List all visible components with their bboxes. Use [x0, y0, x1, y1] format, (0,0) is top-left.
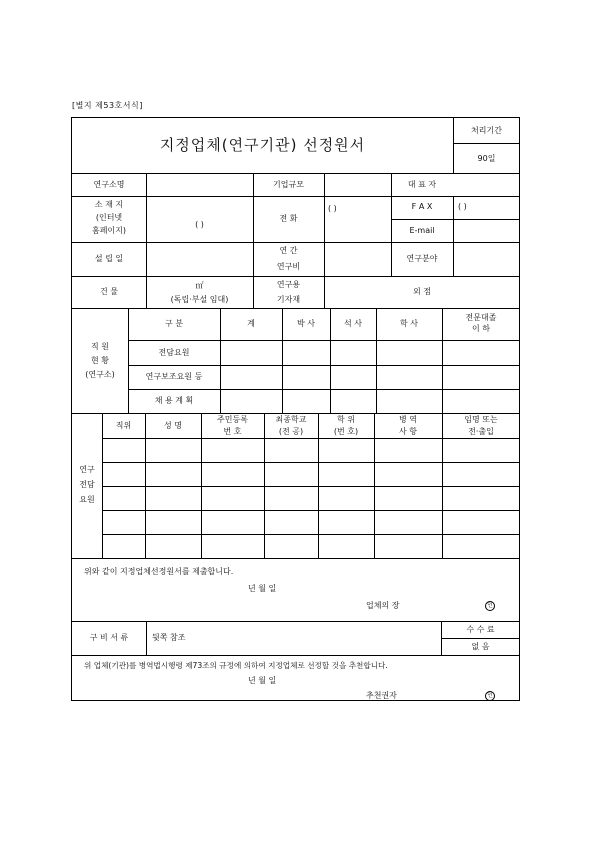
recommend-statement: 위 업체(기관)를 병역법시행령 제73조의 규정에 의하여 지정업체로 선정할 것을 추천합니다.: [84, 661, 388, 670]
staff-side-label-3: (연구소): [85, 370, 115, 379]
recommend-signer: 추천권자: [366, 691, 397, 700]
rd-cost-field[interactable]: [327, 246, 387, 272]
address-label: 소 재 지: [94, 200, 124, 209]
documents-value: 뒷쪽 참조: [152, 633, 186, 642]
email-field[interactable]: [456, 222, 516, 240]
fax-label: F A X: [411, 202, 433, 211]
founded-field[interactable]: [150, 246, 250, 272]
researcher-header-military-2: 사 항: [399, 427, 417, 436]
form-number: [별지 제53호서식]: [72, 101, 143, 110]
staff-header-college-2: 이 하: [472, 324, 490, 333]
staff-row-assistant: 연구보조요원 등: [145, 372, 203, 381]
documents-label: 구 비 서 류: [89, 633, 129, 642]
processing-label: 처리기간: [471, 126, 502, 135]
staff-side-label-2: 현 황: [91, 356, 109, 365]
researcher-side-label-2: 전담: [79, 480, 95, 489]
building-label: 건 물: [100, 287, 118, 296]
phone-field[interactable]: ( ): [328, 204, 337, 213]
submission-date[interactable]: 년 월 일: [248, 584, 277, 593]
staff-header-masters: 석 사: [344, 319, 362, 328]
representative-label: 대 표 자: [407, 180, 437, 189]
researcher-header-school-2: (전 공): [278, 427, 304, 436]
founded-label: 설 립 일: [94, 254, 124, 263]
staff-header-bachelor: 학 사: [400, 319, 418, 328]
fee-value: 없 음: [471, 642, 490, 651]
researcher-header-school-1: 최종학교: [275, 415, 307, 424]
researcher-side-label-3: 요원: [79, 495, 95, 504]
rd-cost-label: 연구비: [276, 262, 301, 271]
application-form: [71, 117, 520, 701]
submission-statement: 위와 같이 지정업체선정원서를 제출합니다.: [84, 567, 234, 576]
staff-header-category: 구 분: [165, 319, 183, 328]
researcher-header-name: 성 명: [164, 421, 182, 430]
equipment-label-1: 연구용: [276, 280, 301, 289]
staff-header-total: 계: [247, 319, 255, 328]
recommend-seal: 인: [485, 690, 495, 701]
recommend-date[interactable]: 년 월 일: [248, 676, 277, 685]
homepage-field[interactable]: ( ): [195, 220, 204, 229]
ownership-options: (독립·부설 임대): [170, 295, 229, 304]
equipment-label-2: 기자재: [276, 295, 301, 304]
submission-seal: 인: [485, 600, 495, 611]
lab-name-field[interactable]: [150, 176, 250, 194]
email-label: E-mail: [409, 226, 435, 235]
area-unit: ㎡: [195, 281, 204, 290]
company-scale-field[interactable]: [327, 176, 387, 194]
researcher-header-degree-1: 학 위: [337, 415, 355, 424]
internet-label: (인터넷: [95, 213, 123, 222]
annual-label: 연 간: [279, 246, 298, 255]
researcher-header-id-1: 주민등록: [217, 415, 248, 424]
researcher-side-label-1: 연구: [79, 465, 95, 474]
company-scale-label: 기업규모: [273, 180, 304, 189]
representative-field[interactable]: [456, 176, 516, 194]
phone-label: 전 화: [279, 214, 298, 223]
staff-header-college-1: 전문대졸: [465, 313, 497, 322]
research-field-label: 연구분야: [406, 254, 438, 263]
staff-row-dedicated: 전담요원: [158, 348, 190, 357]
fax-field[interactable]: ( ): [458, 202, 467, 211]
research-field-field[interactable]: [456, 246, 516, 272]
lab-name-label: 연구소명: [93, 180, 125, 189]
form-title: 지정업체(연구기관) 선정원서: [159, 136, 366, 154]
researcher-header-degree-2: (번 호): [333, 427, 359, 436]
researcher-header-id-2: 번 호: [223, 427, 242, 436]
staff-header-phd: 박 사: [297, 319, 315, 328]
fee-label: 수 수 료: [466, 625, 495, 634]
researcher-header-appoint-1: 임명 또는: [464, 415, 498, 424]
staff-row-hiring: 채 용 계 획: [154, 396, 194, 405]
homepage-label: 홈페이지): [91, 226, 127, 235]
submission-signer: 업체의 장: [366, 601, 400, 610]
processing-value: 90일: [477, 154, 496, 163]
equipment-count: 외 점: [413, 287, 431, 296]
researcher-header-position: 직위: [115, 421, 132, 430]
researcher-header-appoint-2: 전·출입: [468, 427, 494, 436]
researcher-header-military-1: 병 역: [399, 415, 417, 424]
staff-side-label-1: 직 원: [91, 342, 109, 351]
